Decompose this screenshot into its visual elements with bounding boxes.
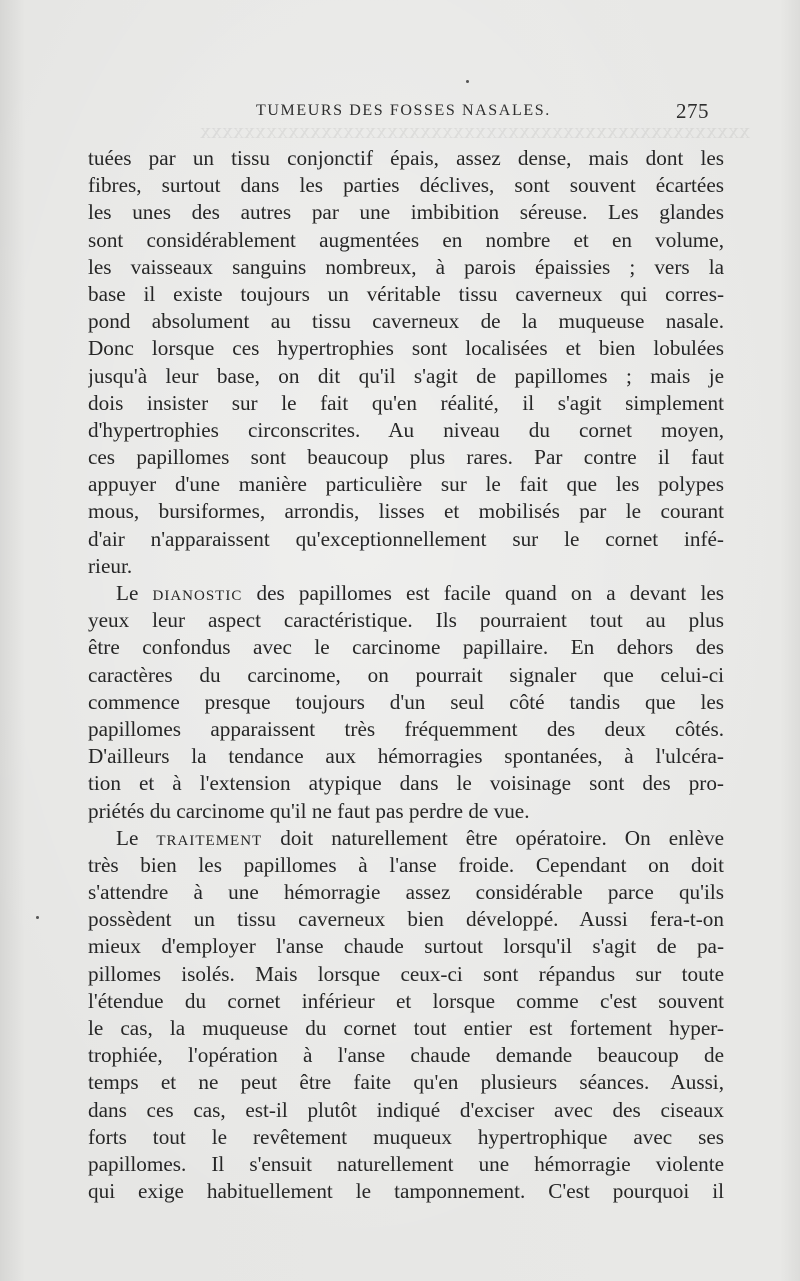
text-line: s'attendre à une hémorragie assez considérable parce qu'ils xyxy=(88,880,724,905)
text-line: possèdent un tissu caverneux bien développé. Aussi fera-t-on xyxy=(88,907,724,932)
text-line: d'air n'apparaissent qu'exceptionnellement sur le cornet infé- xyxy=(88,526,724,551)
text-line: D'ailleurs la tendance aux hémorragies spontanées, à l'ulcéra- xyxy=(88,744,724,769)
text-run: Le xyxy=(116,825,157,850)
text-line: l'étendue du cornet inférieur et lorsque comme c'est souvent xyxy=(88,988,724,1013)
text-line: dois insister sur le fait qu'en réalité, il s'agit simplement xyxy=(88,390,724,415)
text-line: papillomes apparaissent très fréquemment des deux côtés. xyxy=(88,716,724,741)
print-speck xyxy=(466,80,469,83)
text-line: ces papillomes sont beaucoup plus rares. Par contre il faut xyxy=(88,445,724,470)
text-line: tion et à l'extension atypique dans le voisinage sont des pro- xyxy=(88,771,724,796)
body-text xyxy=(88,145,724,1205)
text-line: appuyer d'une manière particulière sur le fait que les polypes xyxy=(88,472,724,497)
text-line: yeux leur aspect caractéristique. Ils pourraient tout au plus xyxy=(88,608,724,633)
text-line: fibres, surtout dans les parties déclives, sont souvent écartées xyxy=(88,173,724,198)
small-caps-keyword: traitement xyxy=(156,825,263,850)
text-run: des papillomes est facile quand on a devant les xyxy=(242,581,724,605)
text-line: sont considérablement augmentées en nombre et en volume, xyxy=(88,227,724,252)
text-line: les unes des autres par une imbibition séreuse. Les glandes xyxy=(88,200,724,225)
small-caps-keyword: dianostic xyxy=(152,581,243,605)
text-line: jusqu'à leur base, on dit qu'il s'agit de papillomes ; mais je xyxy=(88,363,724,388)
text-line: mieux d'employer l'anse chaude surtout lorsqu'il s'agit de pa- xyxy=(88,934,724,959)
text-line: être confondus avec le carcinome papillaire. En dehors des xyxy=(88,635,724,660)
text-line: très bien les papillomes à l'anse froide. Cependant on doit xyxy=(88,852,724,877)
page-number: 275 xyxy=(676,99,709,123)
text-line: trophiée, l'opération à l'anse chaude demande beaucoup de xyxy=(88,1043,724,1068)
text-line: dans ces cas, est-il plutôt indiqué d'exciser avec des ciseaux xyxy=(88,1097,724,1122)
text-line: pillomes isolés. Mais lorsque ceux-ci sont répandus sur toute xyxy=(88,961,724,986)
text-run: Le xyxy=(116,581,153,605)
print-speck xyxy=(36,916,39,919)
text-line: pond absolument au tissu caverneux de la muqueuse nasale. xyxy=(88,309,724,334)
text-run: doit naturellement être opératoire. On enlève xyxy=(262,825,724,850)
paragraph-end-line: priétés du carcinome qu'il ne faut pas perdre de vue. xyxy=(88,798,530,823)
text-line: papillomes. Il s'ensuit naturellement une hémorragie violente xyxy=(88,1151,724,1176)
text-line: mous, bursiformes, arrondis, lisses et mobilisés par le courant xyxy=(88,499,724,524)
running-head: TUMEURS DES FOSSES NASALES. xyxy=(256,102,551,119)
text-line: commence presque toujours d'un seul côté tandis que les xyxy=(88,689,724,714)
text-line: temps et ne peut être faite qu'en plusieurs séances. Aussi, xyxy=(88,1070,724,1095)
text-line: tuées par un tissu conjonctif épais, assez dense, mais dont les xyxy=(88,146,724,170)
text-line: d'hypertrophies circonscrites. Au niveau du cornet moyen, xyxy=(88,417,724,442)
text-line: base il existe toujours un véritable tissu caverneux qui corres- xyxy=(88,281,724,306)
text-line: caractères du carcinome, on pourrait signaler que celui-ci xyxy=(88,662,724,687)
diagnostic-paragraph-start xyxy=(88,580,724,607)
text-line: Donc lorsque ces hypertrophies sont localisées et bien lobulées xyxy=(88,336,724,361)
text-line: qui exige habituellement le tamponnement. C'est pourquoi il xyxy=(88,1179,724,1204)
text-line: les vaisseaux sanguins nombreux, à parois épaissies ; vers la xyxy=(88,254,724,279)
text-line: forts tout le revêtement muqueux hypertrophique avec ses xyxy=(88,1124,724,1149)
text-line: le cas, la muqueuse du cornet tout entier est fortement hyper- xyxy=(88,1016,724,1040)
show-through-bleed: xxxxxxxxxxxxxxxxxxxxxxxxxxxxxxxxxxxxxxxxxxxxxxxxxx xyxy=(200,118,750,143)
treatment-paragraph-start xyxy=(88,825,724,852)
paragraph-end-line: rieur. xyxy=(88,553,133,578)
